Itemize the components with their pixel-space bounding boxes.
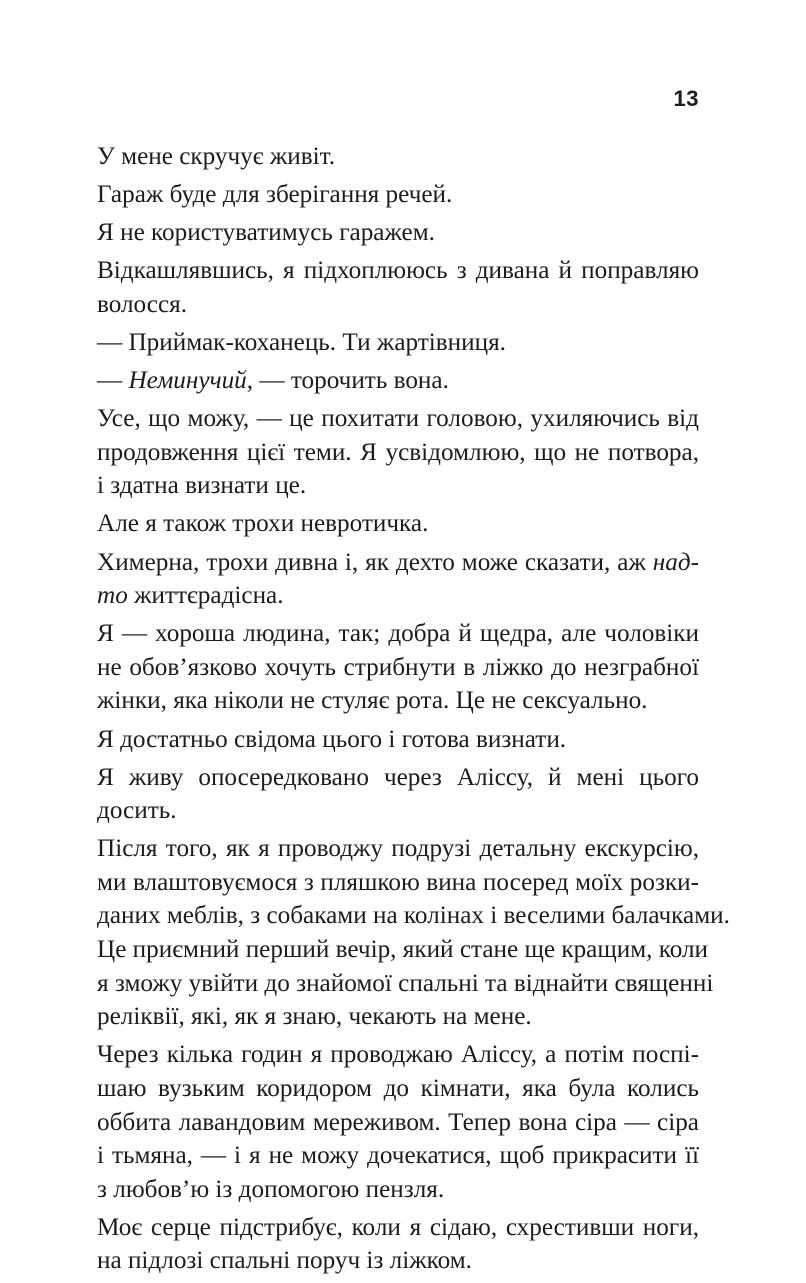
italic-word: то <box>97 582 128 610</box>
dialogue-rest: , — торочить вона. <box>246 367 449 395</box>
paragraph <box>97 140 699 174</box>
text-segment: Химерна, трохи дивна і, як дехто може сказати, аж <box>97 548 653 576</box>
paragraph <box>97 546 699 613</box>
paragraph <box>97 216 699 250</box>
text-line: і здатна визнати це. <box>97 472 307 500</box>
dialogue-line <box>97 326 699 360</box>
text-line: оббита лавандовим мереживом. Тепер вона сіра — сіра <box>97 1108 699 1136</box>
text-line: реліквії, які, як я знаю, чекають на мене. <box>97 1003 532 1031</box>
paragraph <box>97 723 699 757</box>
dialogue-dash: — <box>97 367 129 395</box>
text-line: шаю вузьким коридором до кімнати, яка була колись <box>97 1074 699 1102</box>
paragraph <box>97 402 699 503</box>
text-line <box>97 546 699 580</box>
text-line: жінки, яка ніколи не стуляє рота. Це не сексуально. <box>97 687 648 715</box>
text-line: продовження цієї теми. Я усвідомлюю, що не потвора, <box>97 438 699 466</box>
text-line: Усе, що можу, — це похитати головою, ухиляючись від <box>97 405 699 433</box>
paragraph <box>97 617 699 718</box>
text-line: Але я також трохи невротичка. <box>97 510 429 538</box>
text-line <box>97 364 699 398</box>
text-body <box>97 140 730 1283</box>
page-number: 13 <box>673 86 699 111</box>
text-line: Після того, як я проводжу подрузі детальну екскурсію, <box>97 835 699 863</box>
text-line: не обов’язково хочуть стрибнути в ліжко до незграбної <box>97 653 699 681</box>
text-line: на підлозі спальні поруч із ліжком. <box>97 1247 472 1275</box>
text-line: ми влаштовуємося з пляшкою вина посеред моїх розки- <box>97 868 699 896</box>
text-line <box>97 579 699 613</box>
text-line: Відкашлявшись, я підхоплююсь з дивана й поправляю <box>97 257 699 285</box>
text-line: досить. <box>97 797 177 825</box>
text-line: — Приймак-коханець. Ти жартівниця. <box>97 328 506 356</box>
text-line: У мене скручує живіт. <box>97 143 336 170</box>
italic-word: Неминучий <box>128 367 247 395</box>
text-line: з любов’ю із допомогою пензля. <box>97 1175 445 1203</box>
text-line: Гараж буде для зберігання речей. <box>97 181 453 209</box>
text-line: даних меблів, з собаками на колінах і веселими балачками. <box>97 902 730 930</box>
paragraph <box>97 254 699 321</box>
paragraph <box>97 1038 699 1206</box>
text-line: Я — хороша людина, так; добра й щедра, але чоловіки <box>97 620 699 648</box>
text-line: Через кілька годин я проводжаю Аліссу, а потім поспі- <box>97 1041 699 1069</box>
text-line: я зможу увійти до знайомої спальні та віднайти священні <box>97 969 714 997</box>
text-line: Я достатньо свідома цього і готова визнати. <box>97 725 567 753</box>
paragraph <box>97 178 699 212</box>
paragraph <box>97 832 730 1034</box>
text-line: Я живу опосередковано через Аліссу, й мені цього <box>97 763 699 791</box>
paragraph <box>97 507 699 541</box>
paragraph <box>97 1211 699 1278</box>
text-line: Це приємний перший вечір, який стане ще кращим, коли <box>97 936 709 964</box>
dialogue-line <box>97 364 699 398</box>
text-line: волосся. <box>97 290 188 318</box>
italic-word: над- <box>652 548 699 576</box>
text-line: Я не користуватимусь гаражем. <box>97 219 435 247</box>
text-line: Моє серце підстрибує, коли я сідаю, схрестивши ноги, <box>97 1213 699 1241</box>
paragraph <box>97 761 699 828</box>
text-line: і тьмяна, — і я не можу дочекатися, щоб прикрасити її <box>97 1142 699 1170</box>
text-segment: життєрадісна. <box>127 582 284 610</box>
